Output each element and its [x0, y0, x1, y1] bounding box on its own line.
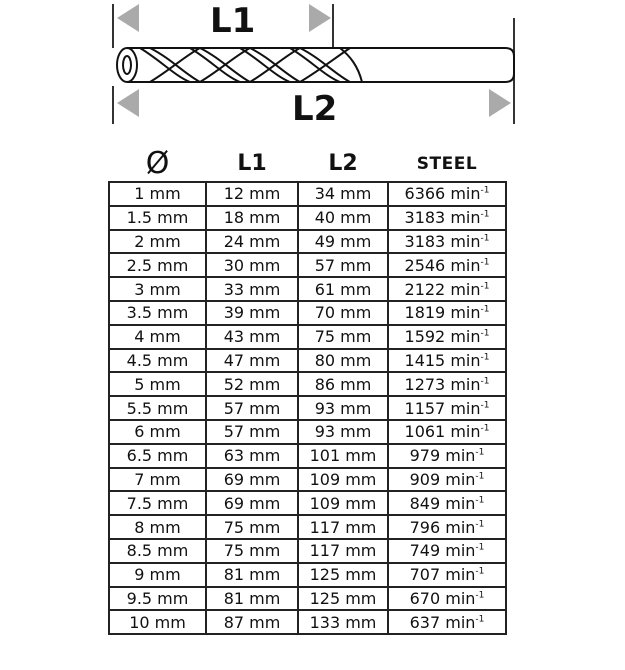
table-row — [109, 349, 506, 373]
speed-unit-exponent: -1 — [480, 305, 490, 316]
drill-bit-icon — [117, 48, 514, 82]
l2-cell: 93 mm — [298, 420, 388, 444]
table-body — [109, 182, 506, 634]
speed-unit-exponent: -1 — [475, 447, 485, 458]
diameter-cell: 6.5 mm — [109, 444, 206, 468]
steel-speed-cell — [388, 491, 506, 515]
table-row — [109, 468, 506, 492]
l2-cell: 125 mm — [298, 587, 388, 611]
diameter-cell: 8 mm — [109, 515, 206, 539]
steel-speed-value: 637 — [409, 612, 441, 632]
steel-speed-cell — [388, 206, 506, 230]
diameter-cell: 9 mm — [109, 563, 206, 587]
diameter-cell: 2 mm — [109, 230, 206, 254]
l1-cell: 47 mm — [206, 349, 298, 373]
diameter-cell: 7 mm — [109, 468, 206, 492]
table-row — [109, 610, 506, 634]
l1-cell: 75 mm — [206, 515, 298, 539]
l1-cell: 57 mm — [206, 396, 298, 420]
steel-speed-value: 2122 — [404, 279, 446, 299]
steel-speed-value: 6366 — [404, 184, 446, 204]
speed-unit: min — [445, 612, 476, 632]
speed-unit-exponent: -1 — [480, 233, 490, 244]
table-header-row — [109, 146, 506, 182]
steel-speed-value: 909 — [409, 469, 441, 489]
steel-speed-value: 1592 — [404, 327, 446, 347]
diameter-cell: 3.5 mm — [109, 301, 206, 325]
steel-speed-cell — [388, 277, 506, 301]
speed-unit: min — [450, 374, 481, 394]
steel-speed-value: 1273 — [404, 374, 446, 394]
l1-cell: 81 mm — [206, 563, 298, 587]
table-row — [109, 230, 506, 254]
speed-unit-exponent: -1 — [480, 281, 490, 292]
speed-unit-exponent: -1 — [480, 186, 490, 197]
l2-cell: 125 mm — [298, 563, 388, 587]
l1-cell: 87 mm — [206, 610, 298, 634]
l1-cell: 39 mm — [206, 301, 298, 325]
steel-speed-cell — [388, 230, 506, 254]
steel-speed-value: 707 — [409, 565, 441, 585]
speed-unit-exponent: -1 — [480, 328, 490, 339]
steel-speed-cell — [388, 468, 506, 492]
steel-speed-value: 849 — [409, 493, 441, 513]
diameter-cell: 3 mm — [109, 277, 206, 301]
speed-unit-exponent: -1 — [475, 495, 485, 506]
steel-speed-cell — [388, 325, 506, 349]
diameter-cell: 1 mm — [109, 182, 206, 206]
l2-cell: 86 mm — [298, 372, 388, 396]
table-row — [109, 587, 506, 611]
l2-header: L2 — [328, 151, 358, 176]
speed-unit: min — [445, 446, 476, 466]
table-row — [109, 182, 506, 206]
l2-cell: 133 mm — [298, 610, 388, 634]
l1-cell: 24 mm — [206, 230, 298, 254]
l2-cell: 34 mm — [298, 182, 388, 206]
steel-speed-value: 1819 — [404, 303, 446, 323]
speed-unit-exponent: -1 — [480, 424, 490, 435]
diameter-header: Ø — [145, 146, 170, 181]
l1-cell: 69 mm — [206, 468, 298, 492]
diameter-cell: 5 mm — [109, 372, 206, 396]
l2-cell: 109 mm — [298, 468, 388, 492]
table-row — [109, 515, 506, 539]
l2-cell: 70 mm — [298, 301, 388, 325]
l1-cell: 43 mm — [206, 325, 298, 349]
l2-cell: 117 mm — [298, 515, 388, 539]
l1-header: L1 — [237, 151, 267, 176]
diameter-cell: 7.5 mm — [109, 491, 206, 515]
speed-unit-exponent: -1 — [475, 519, 485, 530]
table-row — [109, 301, 506, 325]
l2-cell: 93 mm — [298, 396, 388, 420]
table-row — [109, 420, 506, 444]
diameter-cell: 4 mm — [109, 325, 206, 349]
steel-speed-cell — [388, 610, 506, 634]
table-row — [109, 253, 506, 277]
drill-size-table — [108, 146, 507, 635]
l2-cell: 80 mm — [298, 349, 388, 373]
steel-speed-value: 979 — [409, 446, 441, 466]
table-row — [109, 444, 506, 468]
l2-dimension-label: L2 — [292, 89, 338, 129]
speed-unit-exponent: -1 — [475, 614, 485, 625]
steel-speed-cell — [388, 539, 506, 563]
l2-cell: 75 mm — [298, 325, 388, 349]
speed-unit: min — [450, 303, 481, 323]
diameter-cell: 4.5 mm — [109, 349, 206, 373]
speed-unit: min — [450, 208, 481, 228]
steel-header: STEEL — [416, 153, 478, 174]
l1-cell: 69 mm — [206, 491, 298, 515]
l1-cell: 18 mm — [206, 206, 298, 230]
diameter-cell: 1.5 mm — [109, 206, 206, 230]
l1-dimension-label: L1 — [210, 1, 256, 41]
diameter-cell: 10 mm — [109, 610, 206, 634]
speed-unit-exponent: -1 — [480, 209, 490, 220]
steel-speed-cell — [388, 253, 506, 277]
speed-unit: min — [450, 279, 481, 299]
speed-unit: min — [445, 588, 476, 608]
table-row — [109, 396, 506, 420]
l1-cell: 57 mm — [206, 420, 298, 444]
speed-unit-exponent: -1 — [480, 400, 490, 411]
l2-cell: 40 mm — [298, 206, 388, 230]
table-row — [109, 277, 506, 301]
steel-speed-value: 1157 — [404, 398, 446, 418]
speed-unit: min — [450, 327, 481, 347]
drill-bit-diagram — [0, 0, 625, 140]
speed-unit: min — [450, 231, 481, 251]
l2-left-arrow-icon — [117, 89, 139, 117]
speed-unit: min — [445, 517, 476, 537]
speed-unit: min — [445, 541, 476, 561]
l1-left-arrow-icon — [117, 4, 139, 32]
speed-unit: min — [445, 565, 476, 585]
steel-speed-value: 670 — [409, 588, 441, 608]
speed-unit: min — [450, 255, 481, 275]
steel-speed-value: 3183 — [404, 231, 446, 251]
speed-unit: min — [450, 350, 481, 370]
l2-cell: 61 mm — [298, 277, 388, 301]
diameter-cell: 6 mm — [109, 420, 206, 444]
table-row — [109, 206, 506, 230]
speed-unit: min — [445, 493, 476, 513]
speed-unit-exponent: -1 — [475, 590, 485, 601]
speed-unit-exponent: -1 — [475, 543, 485, 554]
l1-cell: 63 mm — [206, 444, 298, 468]
steel-speed-cell — [388, 563, 506, 587]
speed-unit: min — [450, 422, 481, 442]
l1-cell: 52 mm — [206, 372, 298, 396]
speed-unit: min — [450, 398, 481, 418]
steel-speed-cell — [388, 349, 506, 373]
speed-unit-exponent: -1 — [480, 376, 490, 387]
diameter-cell: 5.5 mm — [109, 396, 206, 420]
l1-cell: 12 mm — [206, 182, 298, 206]
steel-speed-cell — [388, 587, 506, 611]
l1-cell: 30 mm — [206, 253, 298, 277]
steel-speed-cell — [388, 444, 506, 468]
table-row — [109, 563, 506, 587]
steel-speed-cell — [388, 372, 506, 396]
diameter-cell: 8.5 mm — [109, 539, 206, 563]
diameter-cell: 9.5 mm — [109, 587, 206, 611]
steel-speed-cell — [388, 515, 506, 539]
steel-speed-cell — [388, 182, 506, 206]
l1-cell: 75 mm — [206, 539, 298, 563]
steel-speed-cell — [388, 301, 506, 325]
steel-speed-cell — [388, 420, 506, 444]
l2-cell: 101 mm — [298, 444, 388, 468]
table-row — [109, 372, 506, 396]
speed-unit-exponent: -1 — [475, 566, 485, 577]
steel-speed-value: 3183 — [404, 208, 446, 228]
l2-cell: 109 mm — [298, 491, 388, 515]
l1-right-arrow-icon — [309, 4, 331, 32]
table-row — [109, 539, 506, 563]
l2-cell: 49 mm — [298, 230, 388, 254]
steel-speed-cell — [388, 396, 506, 420]
speed-unit-exponent: -1 — [480, 257, 490, 268]
l1-cell: 33 mm — [206, 277, 298, 301]
steel-speed-value: 1415 — [404, 350, 446, 370]
steel-speed-value: 1061 — [404, 422, 446, 442]
speed-unit-exponent: -1 — [480, 352, 490, 363]
speed-unit: min — [445, 469, 476, 489]
table-row — [109, 491, 506, 515]
steel-speed-value: 2546 — [404, 255, 446, 275]
steel-speed-value: 796 — [409, 517, 441, 537]
l2-right-arrow-icon — [489, 89, 511, 117]
speed-unit: min — [450, 184, 481, 204]
l2-cell: 117 mm — [298, 539, 388, 563]
diameter-cell: 2.5 mm — [109, 253, 206, 277]
l1-cell: 81 mm — [206, 587, 298, 611]
steel-speed-value: 749 — [409, 541, 441, 561]
speed-unit-exponent: -1 — [475, 471, 485, 482]
table-row — [109, 325, 506, 349]
l2-cell: 57 mm — [298, 253, 388, 277]
